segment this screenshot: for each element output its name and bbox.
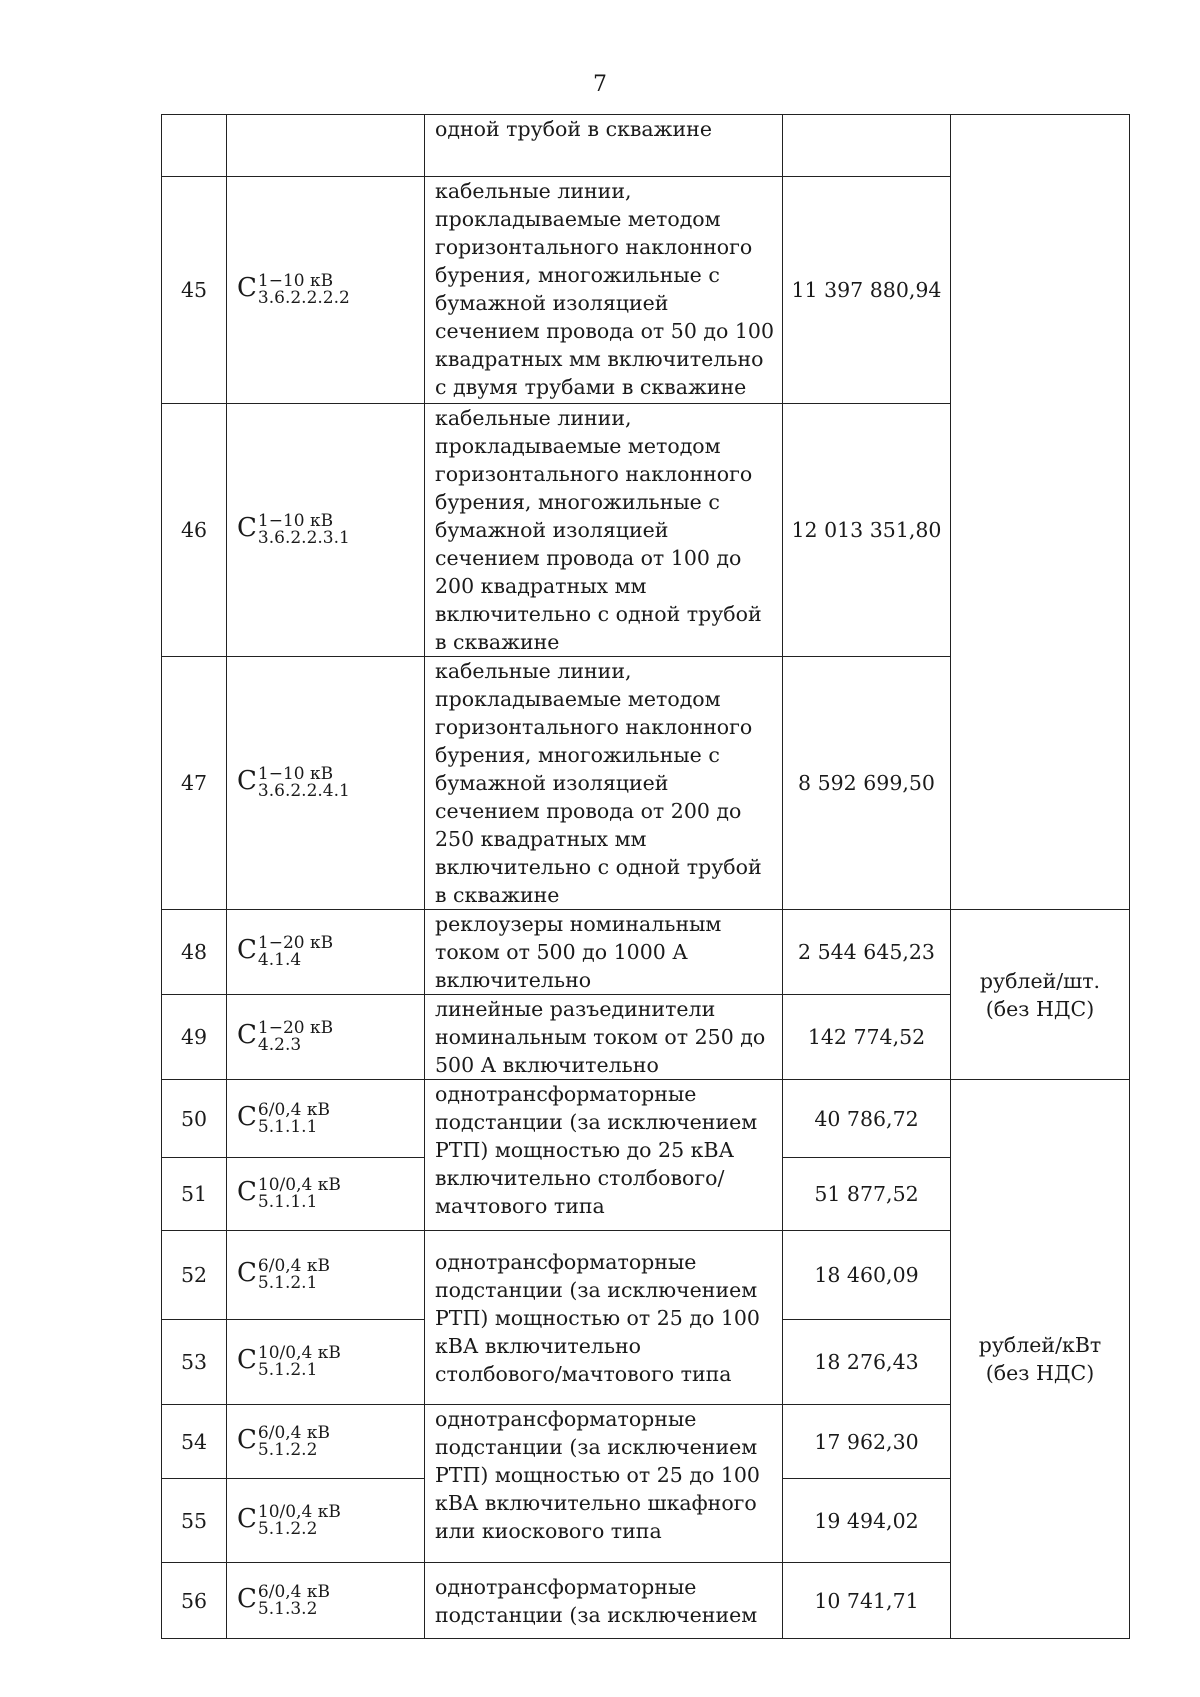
code-subscript: 5.1.2.2 <box>257 1439 318 1460</box>
unit-cell <box>951 1080 1130 1639</box>
rate-code <box>237 1501 341 1539</box>
row-number: 54 <box>162 1405 227 1479</box>
code-base: С <box>237 513 257 543</box>
rate-value: 142 774,52 <box>783 995 951 1080</box>
rate-value: 10 741,71 <box>783 1563 951 1639</box>
rate-code-cell <box>227 115 425 177</box>
rate-code-cell <box>227 910 425 995</box>
rate-code-cell <box>227 1563 425 1639</box>
code-superscript: 10/0,4 кВ <box>257 1501 341 1522</box>
code-subscript: 5.1.2.1 <box>257 1360 318 1380</box>
code-superscript: 1−10 кВ <box>257 511 334 531</box>
code-base: С <box>237 1177 257 1207</box>
code-superscript: 1−20 кВ <box>257 933 334 953</box>
row-number: 51 <box>162 1158 227 1231</box>
code-subscript: 5.1.2.1 <box>257 1273 318 1293</box>
row-description: однотрансформаторные подстанции (за исключением РТП) мощностью от 25 до 100 кВА включительно столбового/мачтового типа <box>425 1231 783 1405</box>
unit-cell <box>951 115 1130 910</box>
code-superscript: 6/0,4 кВ <box>257 1256 331 1276</box>
rate-value: 19 494,02 <box>783 1479 951 1563</box>
code-superscript: 1−10 кВ <box>257 764 334 784</box>
rate-value: 18 460,09 <box>783 1231 951 1320</box>
rate-code <box>237 1258 330 1292</box>
code-base: С <box>237 1258 257 1288</box>
rate-code <box>237 513 350 547</box>
rate-code-cell <box>227 1479 425 1563</box>
code-subscript: 4.1.4 <box>257 950 302 970</box>
rate-code <box>237 1177 341 1211</box>
code-subscript: 3.6.2.2.3.1 <box>257 528 350 548</box>
code-subscript: 5.1.1.1 <box>257 1192 318 1212</box>
row-number: 48 <box>162 910 227 995</box>
rate-code-cell <box>227 657 425 910</box>
row-description: однотрансформаторные подстанции (за исключением РТП) мощностью до 25 кВА включительно столбового/мачтового типа <box>425 1080 783 1231</box>
code-subscript: 3.6.2.2.2.2 <box>257 288 350 308</box>
table-row <box>162 115 1130 177</box>
row-description: однотрансформаторные подстанции (за исключением <box>425 1563 783 1639</box>
rate-value: 40 786,72 <box>783 1080 951 1158</box>
rate-value: 8 592 699,50 <box>783 657 951 910</box>
rate-code-cell <box>227 1405 425 1479</box>
rates-table <box>161 114 1130 1639</box>
code-base: С <box>237 1020 257 1050</box>
row-number: 55 <box>162 1479 227 1563</box>
code-superscript: 10/0,4 кВ <box>257 1343 341 1363</box>
row-description: реклоузеры номинальным током от 500 до 1000 А включительно <box>425 910 783 995</box>
rate-value: 12 013 351,80 <box>783 404 951 657</box>
row-number <box>162 115 227 177</box>
unit-cell <box>951 910 1130 1080</box>
row-description: однотрансформаторные подстанции (за исключением РТП) мощностью от 25 до 100 кВА включительно шкафного или киоскового типа <box>425 1405 783 1563</box>
rate-code-cell <box>227 1320 425 1405</box>
code-superscript: 10/0,4 кВ <box>257 1175 341 1195</box>
row-number: 52 <box>162 1231 227 1320</box>
row-number: 47 <box>162 657 227 910</box>
code-subscript: 3.6.2.2.4.1 <box>257 781 350 801</box>
code-superscript: 6/0,4 кВ <box>257 1422 331 1443</box>
code-base: С <box>237 1583 257 1614</box>
table-row <box>162 1080 1130 1158</box>
rate-value <box>783 115 951 177</box>
row-description: одной трубой в скважине <box>425 115 783 177</box>
table-row <box>162 910 1130 995</box>
row-description: кабельные линии, прокладываемые методом горизонтального наклонного бурения, многожильные с бумажной изоляцией сечением провода от 200 до 250 квадратных мм включительно с одной трубой в скважине <box>425 657 783 910</box>
rate-code-cell <box>227 995 425 1080</box>
rate-code <box>237 273 350 307</box>
rate-code <box>237 1581 331 1619</box>
unit-label: рублей/кВт (без НДС) <box>978 1333 1102 1385</box>
code-subscript: 5.1.2.2 <box>257 1518 318 1539</box>
rate-code <box>237 766 350 800</box>
unit-label: рублей/шт. (без НДС) <box>979 968 1101 1021</box>
rate-value: 2 544 645,23 <box>783 910 951 995</box>
code-base: С <box>237 935 257 965</box>
row-number: 49 <box>162 995 227 1080</box>
rate-code-cell <box>227 1231 425 1320</box>
rate-value: 51 877,52 <box>783 1158 951 1231</box>
code-subscript: 5.1.1.1 <box>257 1116 318 1137</box>
code-subscript: 4.2.3 <box>257 1035 302 1055</box>
row-description: линейные разъединители номинальным током от 250 до 500 А включительно <box>425 995 783 1080</box>
code-base: С <box>237 1345 257 1375</box>
rate-value: 11 397 880,94 <box>783 177 951 404</box>
row-number: 46 <box>162 404 227 657</box>
code-superscript: 6/0,4 кВ <box>257 1099 331 1120</box>
row-description: кабельные линии, прокладываемые методом горизонтального наклонного бурения, многожильные с бумажной изоляцией сечением провода от 50 до 100 квадратных мм включительно с двумя трубами в скважине <box>425 177 783 404</box>
rate-value: 17 962,30 <box>783 1405 951 1479</box>
code-base: С <box>237 1503 257 1534</box>
code-base: С <box>237 766 257 796</box>
code-base: С <box>237 273 257 303</box>
code-subscript: 5.1.3.2 <box>257 1598 318 1619</box>
row-number: 53 <box>162 1320 227 1405</box>
rate-code <box>237 1422 331 1460</box>
code-base: С <box>237 1101 257 1132</box>
row-number: 45 <box>162 177 227 404</box>
rate-code-cell <box>227 1080 425 1158</box>
rate-code-cell <box>227 177 425 404</box>
row-number: 50 <box>162 1080 227 1158</box>
rate-code-cell <box>227 1158 425 1231</box>
rate-code <box>237 1345 341 1379</box>
code-superscript: 6/0,4 кВ <box>257 1581 331 1602</box>
rate-code-cell <box>227 404 425 657</box>
code-base: С <box>237 1424 257 1455</box>
rate-code <box>237 935 333 969</box>
row-description: кабельные линии, прокладываемые методом горизонтального наклонного бурения, многожильные с бумажной изоляцией сечением провода от 100 до 200 квадратных мм включительно с одной трубой в скважине <box>425 404 783 657</box>
rate-code <box>237 1099 331 1137</box>
row-number: 56 <box>162 1563 227 1639</box>
rate-value: 18 276,43 <box>783 1320 951 1405</box>
code-superscript: 1−10 кВ <box>257 271 334 291</box>
code-superscript: 1−20 кВ <box>257 1018 334 1038</box>
page-number: 7 <box>593 72 607 97</box>
rate-code <box>237 1020 333 1054</box>
